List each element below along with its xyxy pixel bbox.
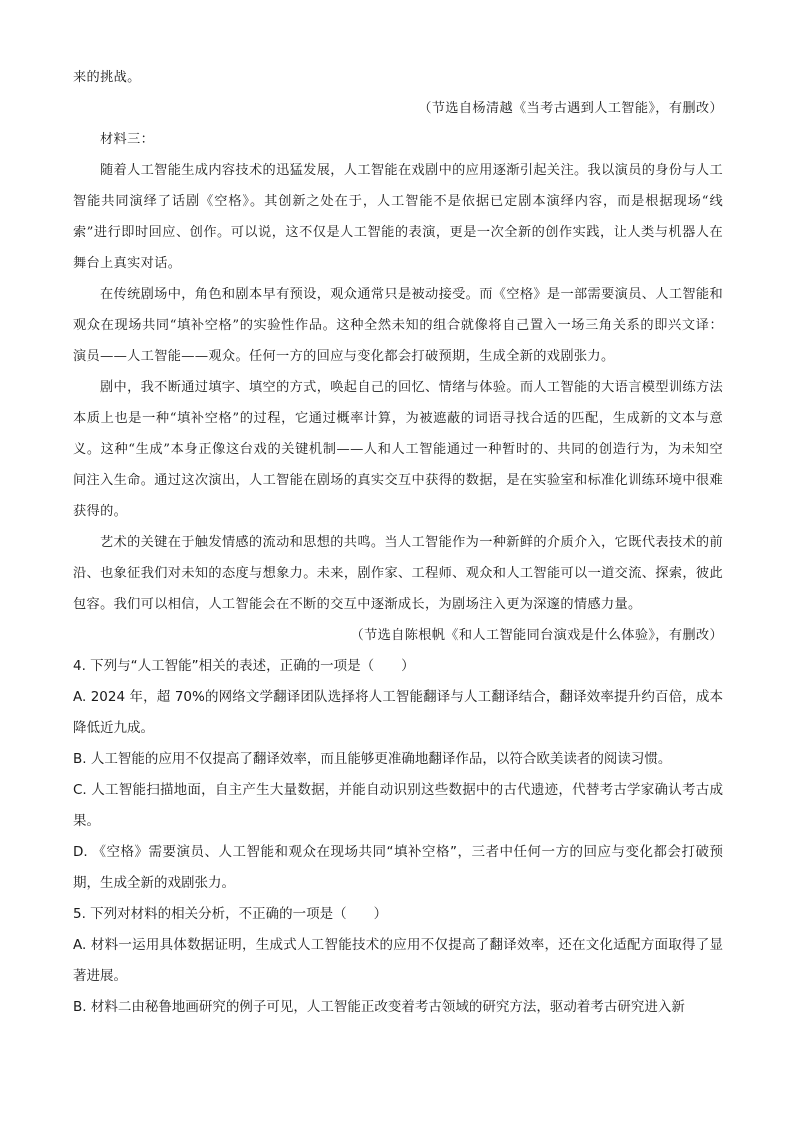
material-3-paragraph-1: 随着人工智能生成内容技术的迅猛发展，人工智能在戏剧中的应用逐渐引起关注。我以演员的身份与人工智能共同演绎了话剧《空格》。其创新之处在于，人工智能不是依据已定剧本演绎内容，而是根据现场“线索”进行即时回应、创作。可以说，这不仅是人工智能的表演，更是一次全新的创作实践，让人类与机器人在舞台上真实对话。 (73, 163, 723, 271)
question-4-option-d: D. 《空格》需要演员、人工智能和观众在现场共同“填补空格”，三者中任何一方的回应与变化都会打破预期，生成全新的戏剧张力。 (73, 844, 723, 891)
question-4-option-c: C. 人工智能扫描地面，自主产生大量数据，并能自动识别这些数据中的古代遗迹，代替考古学家确认考古成果。 (73, 782, 723, 829)
source-citation-material-2: （节选自杨清越《当考古遇到人工智能》，有删改） (418, 101, 723, 116)
question-5-option-b: B. 材料二由秘鲁地画研究的例子可见，人工智能正改变着考古领域的研究方法，驱动着考古研究进入新 (73, 999, 685, 1015)
material-3-heading: 材料三： (100, 132, 155, 147)
question-4-option-b: B. 人工智能的应用不仅提高了翻译效率，而且能够更准确地翻译作品，以符合欧美读者的阅读习惯。 (73, 751, 672, 767)
question-4-option-a: A. 2024 年，超 70%的网络文学翻译团队选择将人工智能翻译与人工翻译结合，翻译效率提升约百倍，成本降低近九成。 (73, 689, 723, 736)
paragraph-fragment: 来的挑战。 (73, 70, 141, 85)
source-citation-material-3: （节选自陈根帆《和人工智能同台演戏是什么体验》，有删改） (350, 628, 723, 643)
material-3-paragraph-4: 艺术的关键在于触发情感的流动和思想的共鸣。当人工智能作为一种新鲜的介质介入，它既代表技术的前沿、也象征我们对未知的态度与想象力。未来，剧作家、工程师、观众和人工智能可以一道交流、探索，彼此包容。我们可以相信，人工智能会在不断的交互中逐渐成长，为剧场注入更为深邃的情感力量。 (73, 535, 723, 612)
document-page (73, 62, 723, 1023)
question-4-stem: 4. 下列与“人工智能”相关的表述，正确的一项是（ ） (73, 658, 415, 674)
material-3-paragraph-3: 剧中，我不断通过填字、填空的方式，唤起自己的回忆、情绪与体验。而人工智能的大语言模型训练方法本质上也是一种“填补空格”的过程，它通过概率计算，为被遮蔽的词语寻找合适的匹配，生成新的文本与意义。这种“生成”本身正像这台戏的关键机制——人和人工智能通过一种暂时的、共同的创造行为，为未知空间注入生命。通过这次演出，人工智能在剧场的真实交互中获得的数据，是在实验室和标准化训练环境中很难获得的。 (73, 380, 723, 519)
material-3-paragraph-2: 在传统剧场中，角色和剧本早有预设，观众通常只是被动接受。而《空格》是一部需要演员、人工智能和观众在现场共同“填补空格”的实验性作品。这种全然未知的组合就像将自己置入一场三角关系的即兴文译：演员——人工智能——观众。任何一方的回应与变化都会打破预期，生成全新的戏剧张力。 (73, 287, 723, 364)
question-5-stem: 5. 下列对材料的相关分析，不正确的一项是（ ） (73, 906, 388, 922)
question-5-option-a: A. 材料一运用具体数据证明，生成式人工智能技术的应用不仅提高了翻译效率，还在文化适配方面取得了显著进展。 (73, 937, 723, 984)
